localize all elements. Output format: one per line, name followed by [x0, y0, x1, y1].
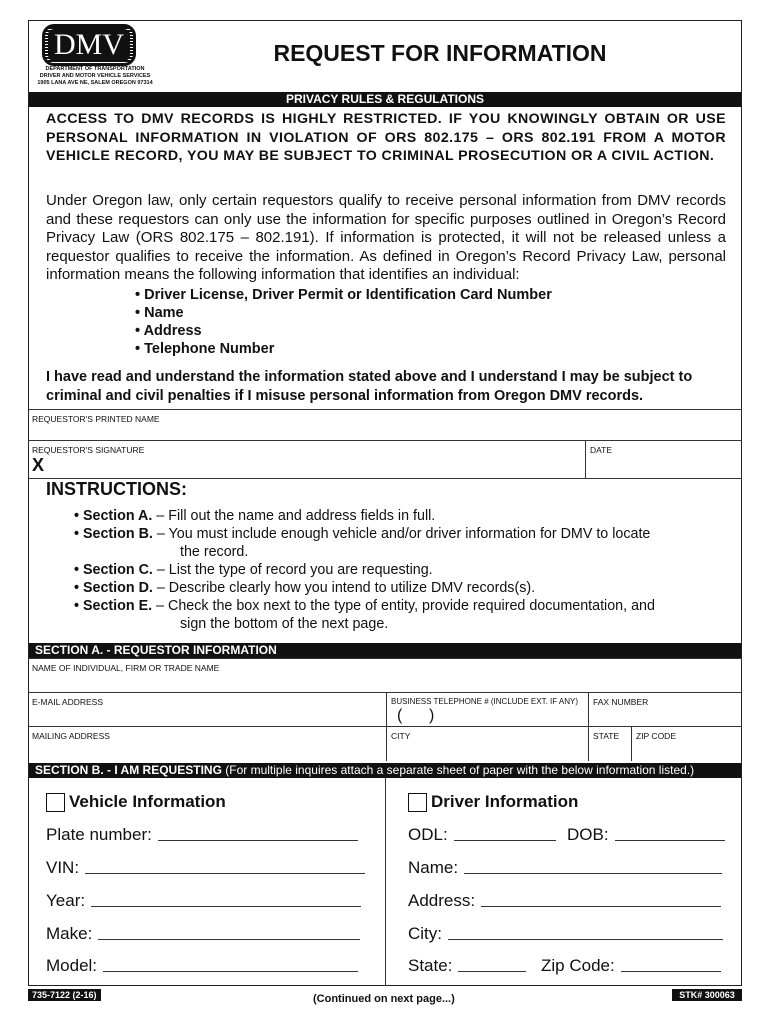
instruction-item: the record.: [180, 544, 249, 560]
section-a-heading: SECTION A. - REQUESTOR INFORMATION: [29, 643, 741, 658]
phone-field[interactable]: [386, 692, 588, 726]
field-label: REQUESTOR'S SIGNATURE: [32, 445, 145, 455]
signature-x: X: [32, 455, 45, 475]
signature-field[interactable]: [28, 440, 585, 478]
field-label: E-MAIL ADDRESS: [32, 697, 104, 707]
column-divider: [385, 778, 386, 986]
city-field[interactable]: [386, 726, 588, 761]
driver-address-field[interactable]: Address:: [408, 891, 721, 911]
instruction-item: • Section D. – Describe clearly how you intend to utilize DMV records(s).: [74, 580, 536, 596]
instructions-heading: INSTRUCTIONS:: [46, 479, 187, 499]
driver-city-field[interactable]: City:: [408, 924, 723, 944]
driver-name-field[interactable]: Name:: [408, 858, 722, 878]
instruction-item: • Section E. – Check the box next to the type of entity, provide required documentation, and: [74, 598, 655, 614]
bullet-item: • Driver License, Driver Permit or Identification Card Number: [135, 287, 552, 303]
field-label: STATE: [593, 731, 620, 741]
dob-field[interactable]: DOB:: [567, 825, 725, 845]
field-label: CITY: [391, 731, 411, 741]
form-number: 735-7122 (2-16): [28, 989, 101, 1001]
plate-number-field[interactable]: Plate number:: [46, 825, 358, 845]
bullet-item: • Telephone Number: [135, 341, 275, 357]
bullet-item: • Address: [135, 323, 202, 339]
vin-field[interactable]: VIN:: [46, 858, 365, 878]
privacy-warning: ACCESS TO DMV RECORDS IS HIGHLY RESTRICTED. IF YOU KNOWINGLY OBTAIN OR USE PERSONAL INFORMATION IN VIOLATION OF ORS 802.175 – ORS 802.191 FROM A MOTOR VEHICLE RECORD, YOU MAY BE SUBJECT TO CRIMINAL PROSECUTION OR A CIVIL ACTION.: [46, 111, 726, 164]
dept-line: 1905 LANA AVE NE, SALEM OREGON 97314: [37, 80, 153, 86]
instruction-item: • Section A. – Fill out the name and address fields in full.: [74, 508, 436, 524]
driver-info-checkbox[interactable]: [408, 793, 427, 812]
continued-note: (Continued on next page...): [313, 993, 455, 1005]
driver-zip-field[interactable]: Zip Code:: [541, 956, 721, 976]
instruction-item: sign the bottom of the next page.: [180, 616, 389, 632]
year-field[interactable]: Year:: [46, 891, 361, 911]
printed-name-field[interactable]: [28, 409, 742, 440]
field-label: BUSINESS TELEPHONE # (INCLUDE EXT. IF ANY): [391, 697, 579, 706]
vehicle-info-heading: Vehicle Information: [46, 792, 226, 812]
make-field[interactable]: Make:: [46, 924, 360, 944]
logo-text: DMV: [48, 29, 130, 61]
bullet-item: • Name: [135, 305, 184, 321]
dept-line: DEPARTMENT OF TRANSPORTATION: [45, 66, 145, 72]
model-field[interactable]: Model:: [46, 956, 358, 976]
field-label: DATE: [590, 445, 613, 455]
section-b-heading: SECTION B. - I AM REQUESTING (For multiple inquires attach a separate sheet of paper with the below information listed.): [29, 763, 741, 778]
instruction-item: • Section B. – You must include enough vehicle and/or driver information for DMV to locate: [74, 526, 651, 542]
fax-field[interactable]: [588, 692, 742, 726]
field-label: ZIP CODE: [636, 731, 676, 741]
driver-state-field[interactable]: State:: [408, 956, 526, 976]
field-label: FAX NUMBER: [593, 697, 649, 707]
field-label: MAILING ADDRESS: [32, 731, 110, 741]
mailing-address-field[interactable]: [28, 726, 386, 761]
instruction-item: • Section C. – List the type of record you are requesting.: [74, 562, 433, 578]
email-field[interactable]: [28, 692, 386, 726]
odl-field[interactable]: ODL:: [408, 825, 556, 845]
name-field[interactable]: [28, 658, 742, 692]
field-label: REQUESTOR'S PRINTED NAME: [32, 414, 160, 424]
date-field[interactable]: [585, 440, 742, 478]
phone-parens: ( ): [397, 707, 435, 724]
department-address: [30, 66, 160, 87]
privacy-body: Under Oregon law, only certain requestors qualify to receive personal information from DMV records and these requestors can only use the information for specific purposes outlined in Oregon’s Record Privacy Law (ORS 802.175 – 802.191). If information is protected, it will not be released unless a requestor qualifies to receive the information. As defined in Oregon’s Record Privacy Law, personal information means the following information that identifies an individual:: [46, 192, 726, 283]
driver-info-heading: Driver Information: [408, 792, 578, 812]
field-label: NAME OF INDIVIDUAL, FIRM OR TRADE NAME: [32, 663, 220, 673]
zip-field[interactable]: [631, 726, 742, 761]
dept-line: DRIVER AND MOTOR VEHICLE SERVICES: [39, 73, 151, 79]
dmv-logo: [42, 24, 136, 66]
state-field[interactable]: [588, 726, 631, 761]
privacy-heading: PRIVACY RULES & REGULATIONS: [29, 92, 741, 107]
page-title: REQUEST FOR INFORMATION: [273, 40, 607, 66]
acknowledgement: I have read and understand the information stated above and I understand I may be subject to criminal and civil penalties if I misuse personal information from Oregon DMV records.: [46, 369, 693, 404]
stock-number: STK# 300063: [672, 989, 742, 1001]
vehicle-info-checkbox[interactable]: [46, 793, 65, 812]
